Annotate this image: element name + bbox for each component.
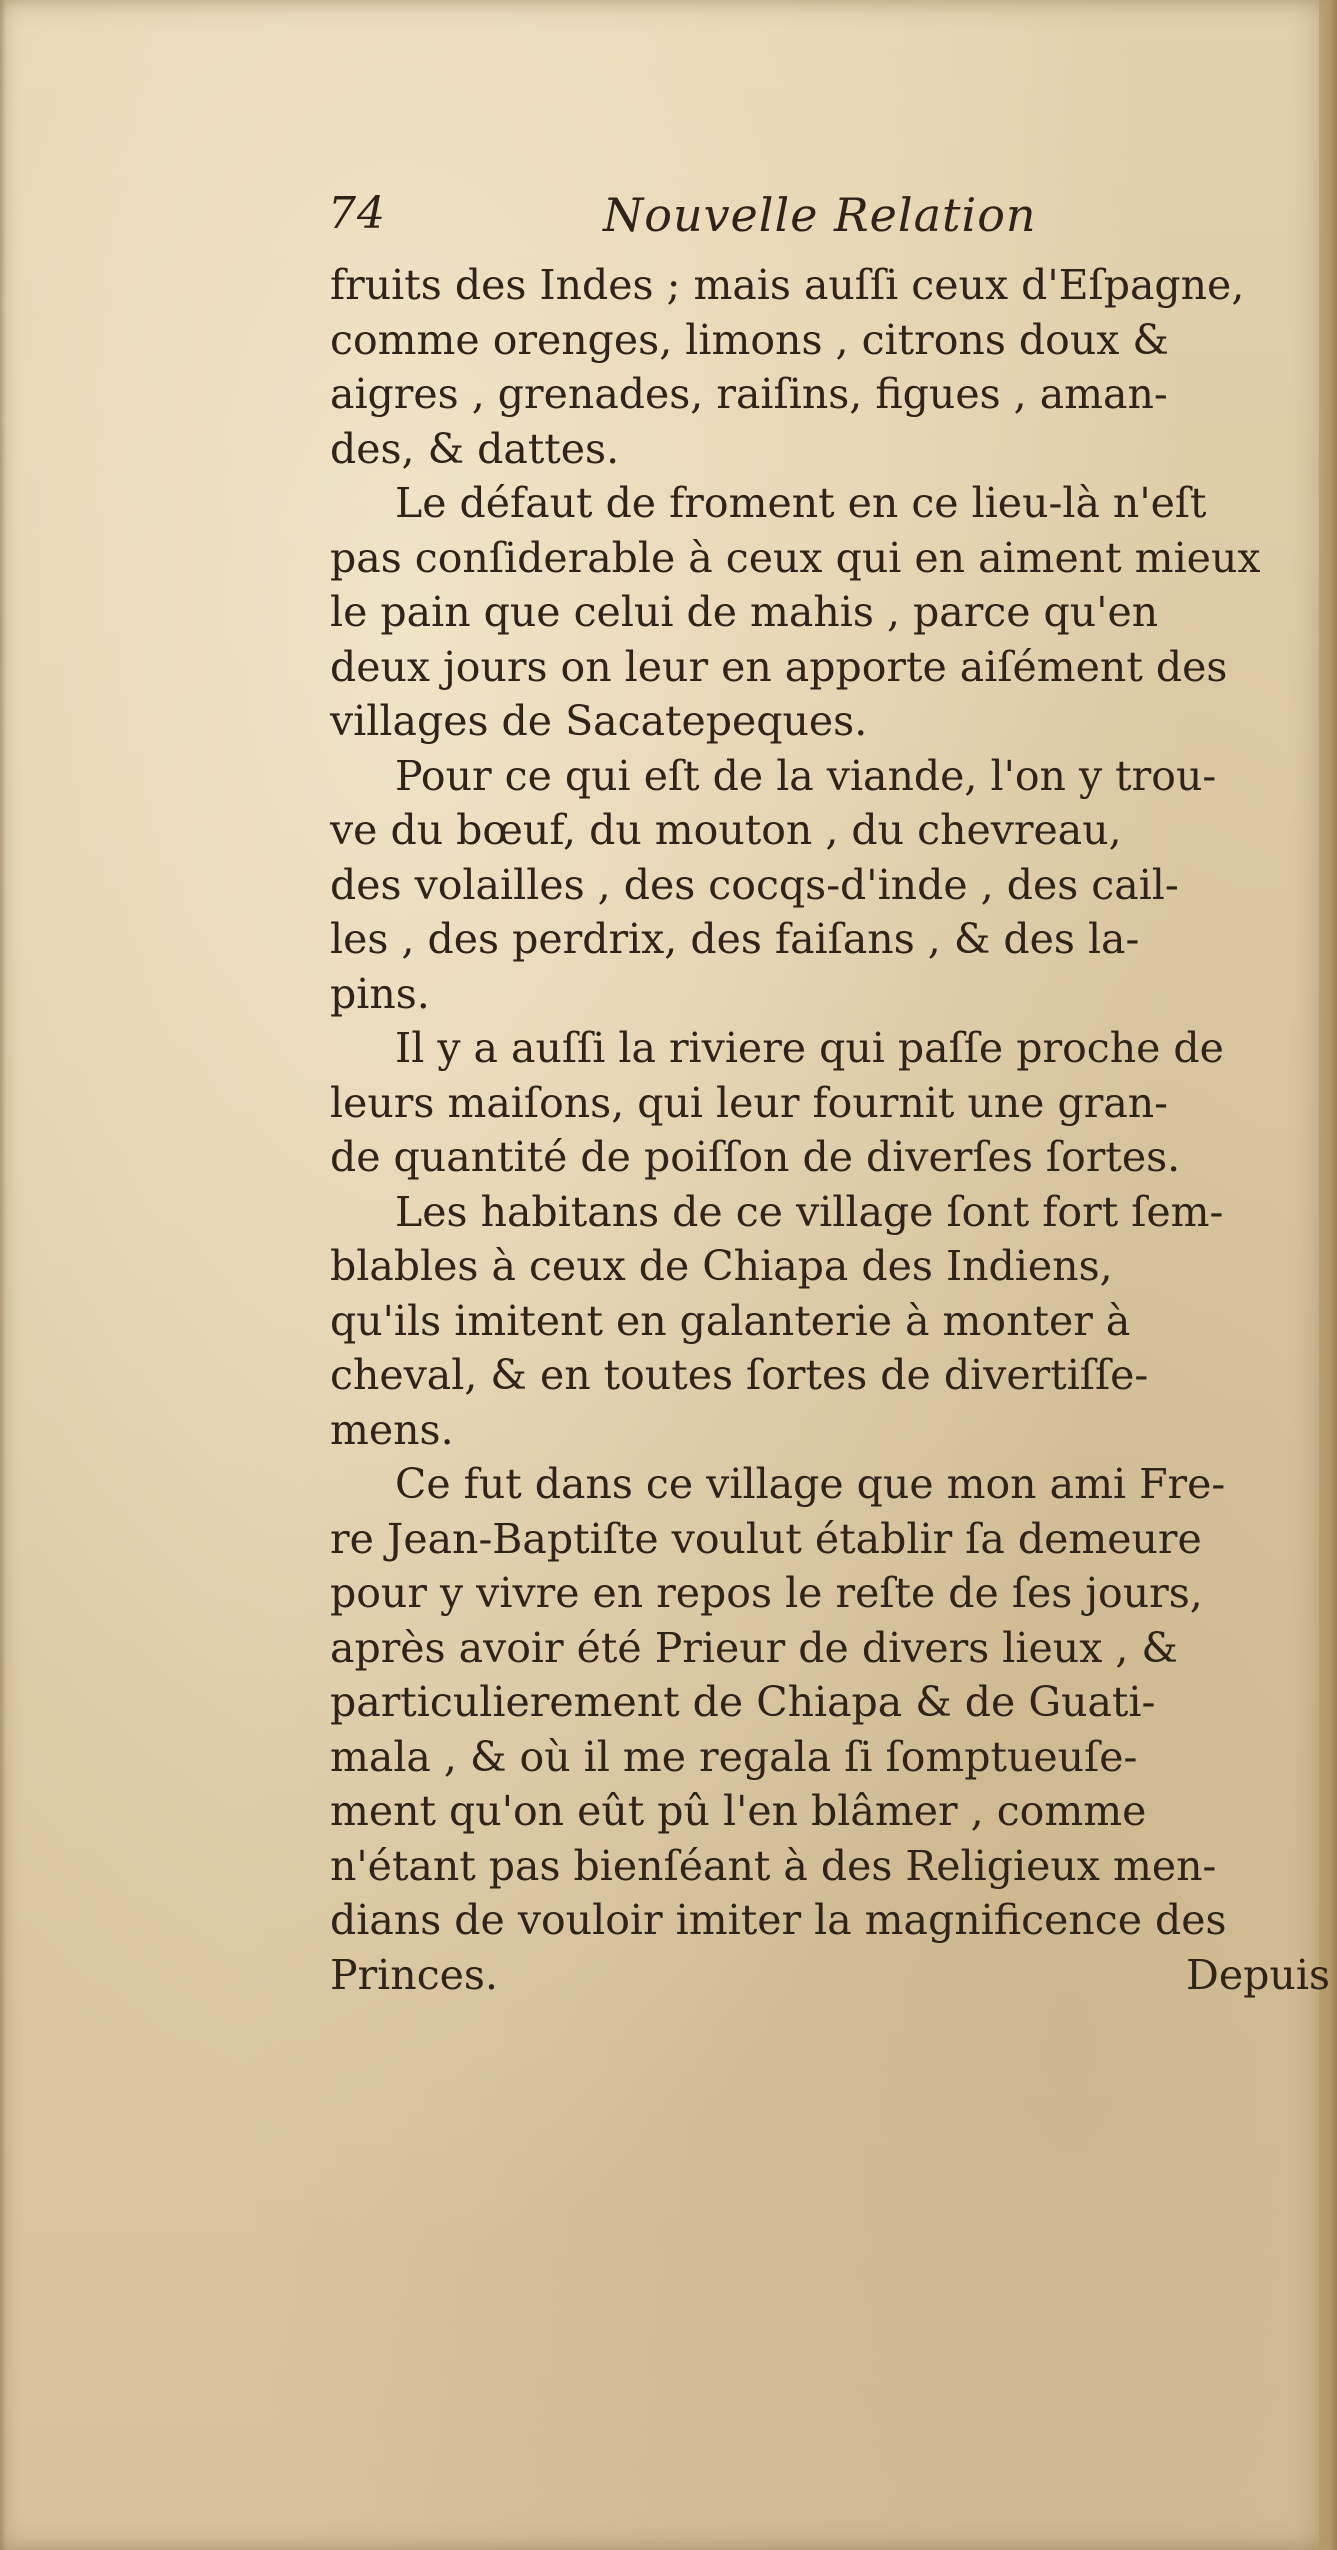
- text-line: villages de Sacatepeques.: [330, 697, 868, 745]
- page-header: [328, 188, 1088, 248]
- text-line: re Jean-Baptiſte voulut établir ſa demeure: [330, 1514, 1202, 1563]
- paragraph-start-line: Les habitans de ce village ſont fort ſem-: [395, 1187, 1224, 1236]
- text-line: de quantité de poiſſon de diverſes ſortes.: [330, 1133, 1181, 1181]
- body-text: [330, 258, 1337, 2002]
- text-line-final-word: Princes.: [330, 1950, 499, 1999]
- text-line: pas conſiderable à ceux qui en aiment mieux: [330, 533, 1261, 582]
- text-line: mens.: [330, 1405, 454, 1454]
- paragraph-start-line: Pour ce qui eſt de la viande, l'on y trou-: [395, 751, 1217, 800]
- text-line: deux jours on leur en apporte aiſément des: [330, 642, 1228, 691]
- text-line: blables à ceux de Chiapa des Indiens,: [330, 1242, 1113, 1290]
- text-line: comme orenges, limons , citrons doux &: [330, 315, 1169, 364]
- last-text-line: [330, 1948, 1330, 2003]
- text-line: des, & dattes.: [330, 424, 620, 473]
- text-line: le pain que celui de mahis , parce qu'en: [330, 588, 1159, 636]
- paragraph-start-line: Ce fut dans ce village que mon ami Fre-: [395, 1460, 1226, 1508]
- text-line: pour y vivre en repos le reſte de ſes jours,: [330, 1569, 1203, 1617]
- paragraph-start-line: Il y a auſſi la riviere qui paſſe proche de: [395, 1024, 1224, 1072]
- paragraph-start-line: Le défaut de froment en ce lieu-là n'eſt: [395, 479, 1207, 527]
- text-line: ment qu'on eût pû l'en blâmer , comme: [330, 1787, 1147, 1835]
- text-line: mala , & où il me regala ſi ſomptueuſe-: [330, 1732, 1138, 1781]
- text-line: après avoir été Prieur de divers lieux , &: [330, 1623, 1178, 1672]
- text-line: leurs maiſons, qui leur fournit une gran-: [330, 1078, 1169, 1127]
- page-number: 74: [328, 188, 386, 239]
- text-line: dians de vouloir imiter la magnificence des: [330, 1896, 1227, 1944]
- text-line: pins.: [330, 969, 430, 1018]
- text-line: cheval, & en toutes ſortes de divertiſſe-: [330, 1351, 1149, 1399]
- text-line: fruits des Indes ; mais auſſi ceux d'Eſpagne,: [330, 261, 1245, 309]
- text-line: aigres , grenades, raiſins, figues , aman-: [330, 370, 1168, 418]
- text-line: qu'ils imitent en galanterie à monter à: [330, 1296, 1131, 1345]
- catchword: Depuis: [1186, 1950, 1330, 1999]
- text-line: ve du bœuf, du mouton , du chevreau,: [330, 806, 1122, 854]
- text-line: des volailles , des cocqs-d'inde , des cail-: [330, 860, 1179, 909]
- page-gutter-shadow: [0, 0, 6, 2550]
- running-title: Nouvelle Relation: [603, 188, 1037, 242]
- text-line: n'étant pas bienſéant à des Religieux men-: [330, 1841, 1217, 1890]
- text-line: les , des perdrix, des faiſans , & des la-: [330, 915, 1140, 963]
- text-line: particulierement de Chiapa & de Guati-: [330, 1678, 1156, 1726]
